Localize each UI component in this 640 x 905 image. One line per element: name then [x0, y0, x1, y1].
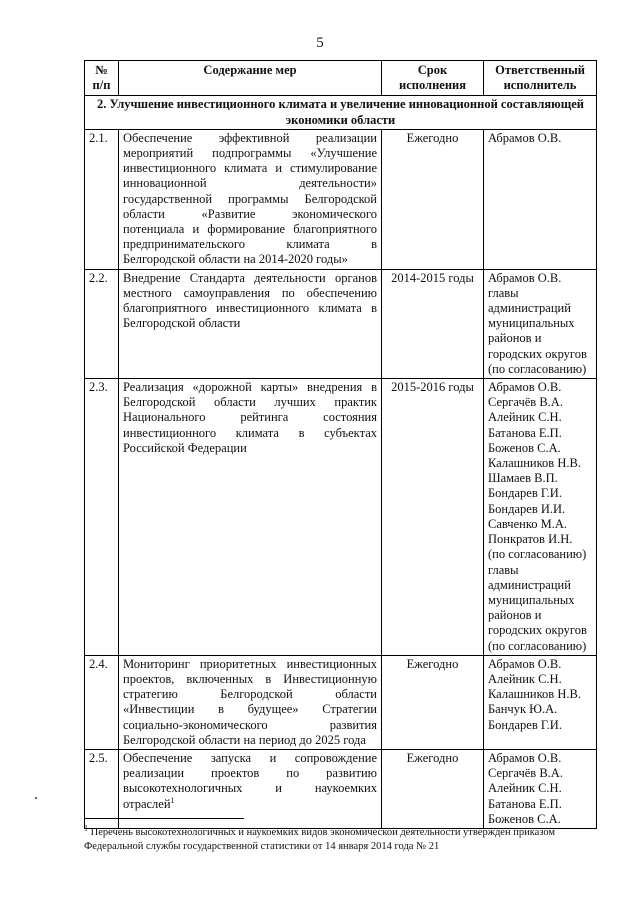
measure-content-line: мероприятий подпрограммы «Улучшение — [123, 146, 377, 161]
row-number: 2.2. — [85, 269, 119, 378]
section-heading: 2. Улучшение инвестиционного климата и увеличение инновационной составляющей экономики области — [85, 96, 597, 129]
measure-content-line: Белгородской области лучших практик — [123, 395, 377, 410]
table-row — [85, 269, 597, 378]
execution-term: Ежегодно — [382, 749, 484, 828]
responsible-person: Шамаев В.П. — [488, 471, 558, 486]
responsible-executors — [484, 269, 597, 378]
responsible-person: Боженов С.А. — [488, 811, 561, 826]
responsible-executors — [484, 749, 597, 828]
row-number: 2.5. — [85, 749, 119, 828]
scan-dot — [35, 797, 37, 799]
responsible-person: городских округов — [488, 623, 587, 638]
responsible-person: (по согласованию) — [488, 547, 587, 562]
measure-content-line: социально-экономического развития — [123, 717, 377, 732]
measure-content — [119, 379, 382, 656]
execution-term: 2015-2016 годы — [382, 379, 484, 656]
footnote-reference: 1 — [170, 795, 175, 805]
responsible-person: (по согласованию) — [488, 638, 587, 653]
responsible-person: городских округов — [488, 346, 587, 361]
measure-content — [119, 749, 382, 828]
measure-content-line: Внедрение Стандарта деятельности органов — [123, 270, 377, 285]
measure-content-line: Обеспечение запуска и сопровождение — [123, 750, 377, 765]
measure-content-line: инвестиционного климата в субъектах — [123, 425, 377, 440]
measure-content-line: стратегию Белгородской области — [123, 687, 377, 702]
responsible-person: Банчук Ю.А. — [488, 702, 558, 717]
responsible-person: Бондарев Г.И. — [488, 486, 562, 501]
table-row — [85, 379, 597, 656]
responsible-person: Абрамов О.В. — [488, 380, 562, 395]
responsible-person: районов и — [488, 608, 542, 623]
header-num: № п/п — [85, 61, 119, 96]
measure-content — [119, 655, 382, 749]
responsible-person: главы — [488, 562, 519, 577]
measure-content-line: Реализация «дорожной карты» внедрения в — [123, 380, 377, 395]
footnote-divider — [84, 818, 244, 819]
responsible-person: главы — [488, 285, 519, 300]
table-header-row — [85, 61, 597, 96]
measure-content-line: высокотехнологичных и наукоемких — [123, 781, 377, 796]
responsible-person: Батанова Е.П. — [488, 796, 562, 811]
measure-content-line: предпринимательского климата в — [123, 237, 377, 252]
measure-content-line: проектов, включенных в Инвестиционную — [123, 671, 377, 686]
measure-content — [119, 129, 382, 269]
responsible-person: Савченко М.А. — [488, 516, 568, 531]
responsible-person: муниципальных — [488, 592, 575, 607]
responsible-person: Бондарев Г.И. — [488, 717, 562, 732]
execution-term: 2014-2015 годы — [382, 269, 484, 378]
responsible-person: Батанова Е.П. — [488, 425, 562, 440]
responsible-person: Алейник С.Н. — [488, 410, 562, 425]
responsible-person: Алейник С.Н. — [488, 671, 562, 686]
responsible-executors — [484, 655, 597, 749]
measure-content-line: государственной программы Белгородской — [123, 191, 377, 206]
responsible-person: Сергачёв В.А. — [488, 766, 563, 781]
row-number: 2.3. — [85, 379, 119, 656]
row-number: 2.1. — [85, 129, 119, 269]
responsible-person: Боженов С.А. — [488, 440, 561, 455]
measure-content-line: Российской Федерации — [123, 440, 247, 455]
responsible-person: администраций — [488, 301, 571, 316]
measure-content-line: области «Развитие экономического — [123, 206, 377, 221]
responsible-person: Калашников Н.В. — [488, 456, 581, 471]
measure-content-line: инновационной деятельности» — [123, 176, 377, 191]
responsible-executors — [484, 129, 597, 269]
measure-content-line: потенциала и формирование благоприятного — [123, 222, 377, 237]
responsible-executors — [484, 379, 597, 656]
measures-table — [84, 60, 597, 829]
header-content: Содержание мер — [119, 61, 382, 96]
measure-content-line: Белгородской области на 2014-2020 годы» — [123, 252, 348, 267]
responsible-person: Абрамов О.В. — [488, 270, 562, 285]
responsible-person: (по согласованию) — [488, 361, 587, 376]
measure-content-line: Белгородской области на период до 2025 года — [123, 732, 366, 747]
responsible-person: Абрамов О.В. — [488, 656, 562, 671]
header-term: Срок исполнения — [382, 61, 484, 96]
measure-content — [119, 269, 382, 378]
responsible-person: районов и — [488, 331, 542, 346]
execution-term: Ежегодно — [382, 129, 484, 269]
table-row — [85, 129, 597, 269]
measure-content-line: «Инвестиции в будущее» Стратегии — [123, 702, 377, 717]
measure-content-line: благоприятного инвестиционного климата в — [123, 301, 377, 316]
responsible-person: Алейник С.Н. — [488, 781, 562, 796]
table-row — [85, 655, 597, 749]
row-number: 2.4. — [85, 655, 119, 749]
responsible-person: муниципальных — [488, 316, 575, 331]
header-responsible: Ответственный исполнитель — [484, 61, 597, 96]
measure-content-line: Белгородской области — [123, 316, 241, 331]
table-row — [85, 749, 597, 828]
measure-content-line: Обеспечение эффективной реализации — [123, 130, 377, 145]
measure-content-line: местного самоуправления по обеспечению — [123, 285, 377, 300]
measure-content-line: отраслей$^1$ — [123, 795, 175, 811]
responsible-person: Бондарев И.И. — [488, 501, 566, 516]
responsible-person: администраций — [488, 577, 571, 592]
page-number: 5 — [316, 35, 324, 51]
responsible-person: Абрамов О.В. — [488, 750, 562, 765]
responsible-person: Калашников Н.В. — [488, 687, 581, 702]
execution-term: Ежегодно — [382, 655, 484, 749]
footnote-mark: 1 — [84, 823, 88, 833]
measure-content-line: реализации проектов по развитию — [123, 766, 377, 781]
footnote-text: Перечень высокотехнологичных и наукоёмких видов экономической деятельности утвержден приказом Федеральной службы государственной статистики от 14 января 2014 года № 21 — [84, 827, 556, 852]
measure-content-line: Мониторинг приоритетных инвестиционных — [123, 656, 377, 671]
section-heading-row — [85, 96, 597, 129]
responsible-person: Абрамов О.В. — [488, 130, 562, 145]
responsible-person: Понкратов И.Н. — [488, 532, 573, 547]
measure-content-line: Национального рейтинга состояния — [123, 410, 377, 425]
measure-content-line: инвестиционного климата и стимулирование — [123, 161, 377, 176]
footnote — [84, 823, 596, 854]
responsible-person: Сергачёв В.А. — [488, 395, 563, 410]
